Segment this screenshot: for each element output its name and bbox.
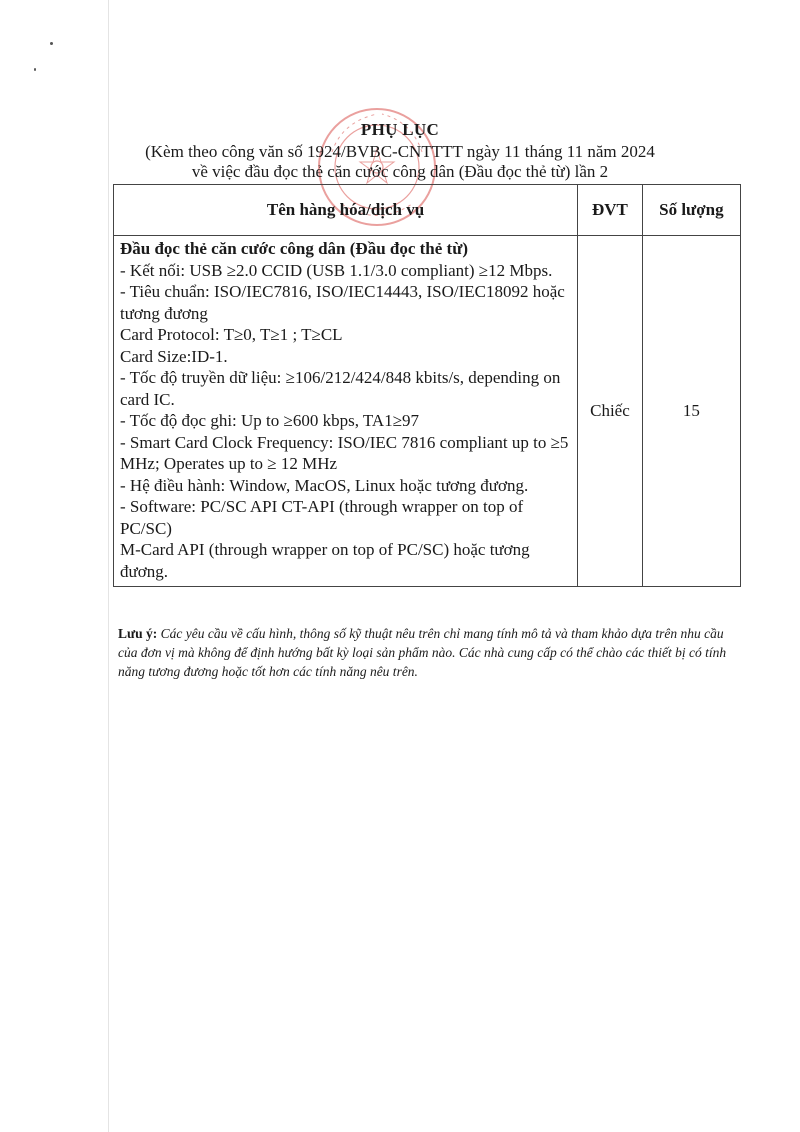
- spec-line: - Tốc độ truyền dữ liệu: ≥106/212/424/848 kbits/s, depending on card IC.: [120, 368, 561, 409]
- note-text: Các yêu cầu về cấu hình, thông số kỹ thuật nêu trên chỉ mang tính mô tả và tham khảo dựa trên nhu cầu của đơn vị mà không để định hướng bất kỳ loại sản phẩm nào. Các nhà cung cấp có thể chào các thiết bị có tính năng tương đương hoặc tốt hơn các tính năng nêu trên.: [118, 626, 727, 679]
- document-subtitle-line1: (Kèm theo công văn số 1924/BVBC-CNTTTT ngày 11 tháng 11 năm 2024: [145, 142, 655, 161]
- item-description-cell: [114, 236, 578, 587]
- item-name: Đầu đọc thẻ căn cước công dân (Đầu đọc thẻ từ): [120, 239, 469, 258]
- document-subtitle-line2: về việc đầu đọc thẻ căn cước công dân (Đầu đọc thẻ từ) lần 2: [191, 162, 609, 181]
- spec-line: - Hệ điều hành: Window, MacOS, Linux hoặc tương đương.: [120, 475, 529, 495]
- spec-line: - Tiêu chuẩn: ISO/IEC7816, ISO/IEC14443, ISO/IEC18092 hoặc tương đương: [120, 282, 565, 323]
- item-unit: Chiếc: [578, 236, 643, 587]
- spec-line: Card Protocol: T≥0, T≥1 ; T≥CL: [120, 325, 343, 344]
- goods-table: [113, 184, 741, 587]
- spec-line: - Smart Card Clock Frequency: ISO/IEC 7816 compliant up to ≥5 MHz; Operates up to ≥ 12 MHz: [120, 432, 569, 473]
- spec-line: M-Card API (through wrapper on top of PC/SC) hoặc tương đương.: [120, 540, 530, 581]
- table-row: [114, 236, 741, 587]
- header-quantity: Số lượng: [642, 185, 740, 236]
- header-unit: ĐVT: [578, 185, 643, 236]
- document-title: PHỤ LỤC: [360, 120, 440, 139]
- note-paragraph: [118, 624, 743, 681]
- spec-line: Card Size:ID-1.: [120, 346, 228, 366]
- spec-line: - Software: PC/SC API CT-API (through wrapper on top of PC/SC): [120, 497, 524, 538]
- spec-line: - Tốc độ đọc ghi: Up to ≥600 kbps, TA1≥97: [120, 411, 420, 430]
- scan-speck: [50, 42, 53, 45]
- scan-speck: [34, 68, 36, 71]
- table-header-row: [114, 185, 741, 236]
- note-label: Lưu ý:: [118, 626, 158, 641]
- item-quantity: 15: [642, 236, 740, 587]
- spec-line: - Kết nối: USB ≥2.0 CCID (USB 1.1/3.0 compliant) ≥12 Mbps.: [120, 260, 553, 280]
- header-name: Tên hàng hóa/dịch vụ: [114, 185, 578, 236]
